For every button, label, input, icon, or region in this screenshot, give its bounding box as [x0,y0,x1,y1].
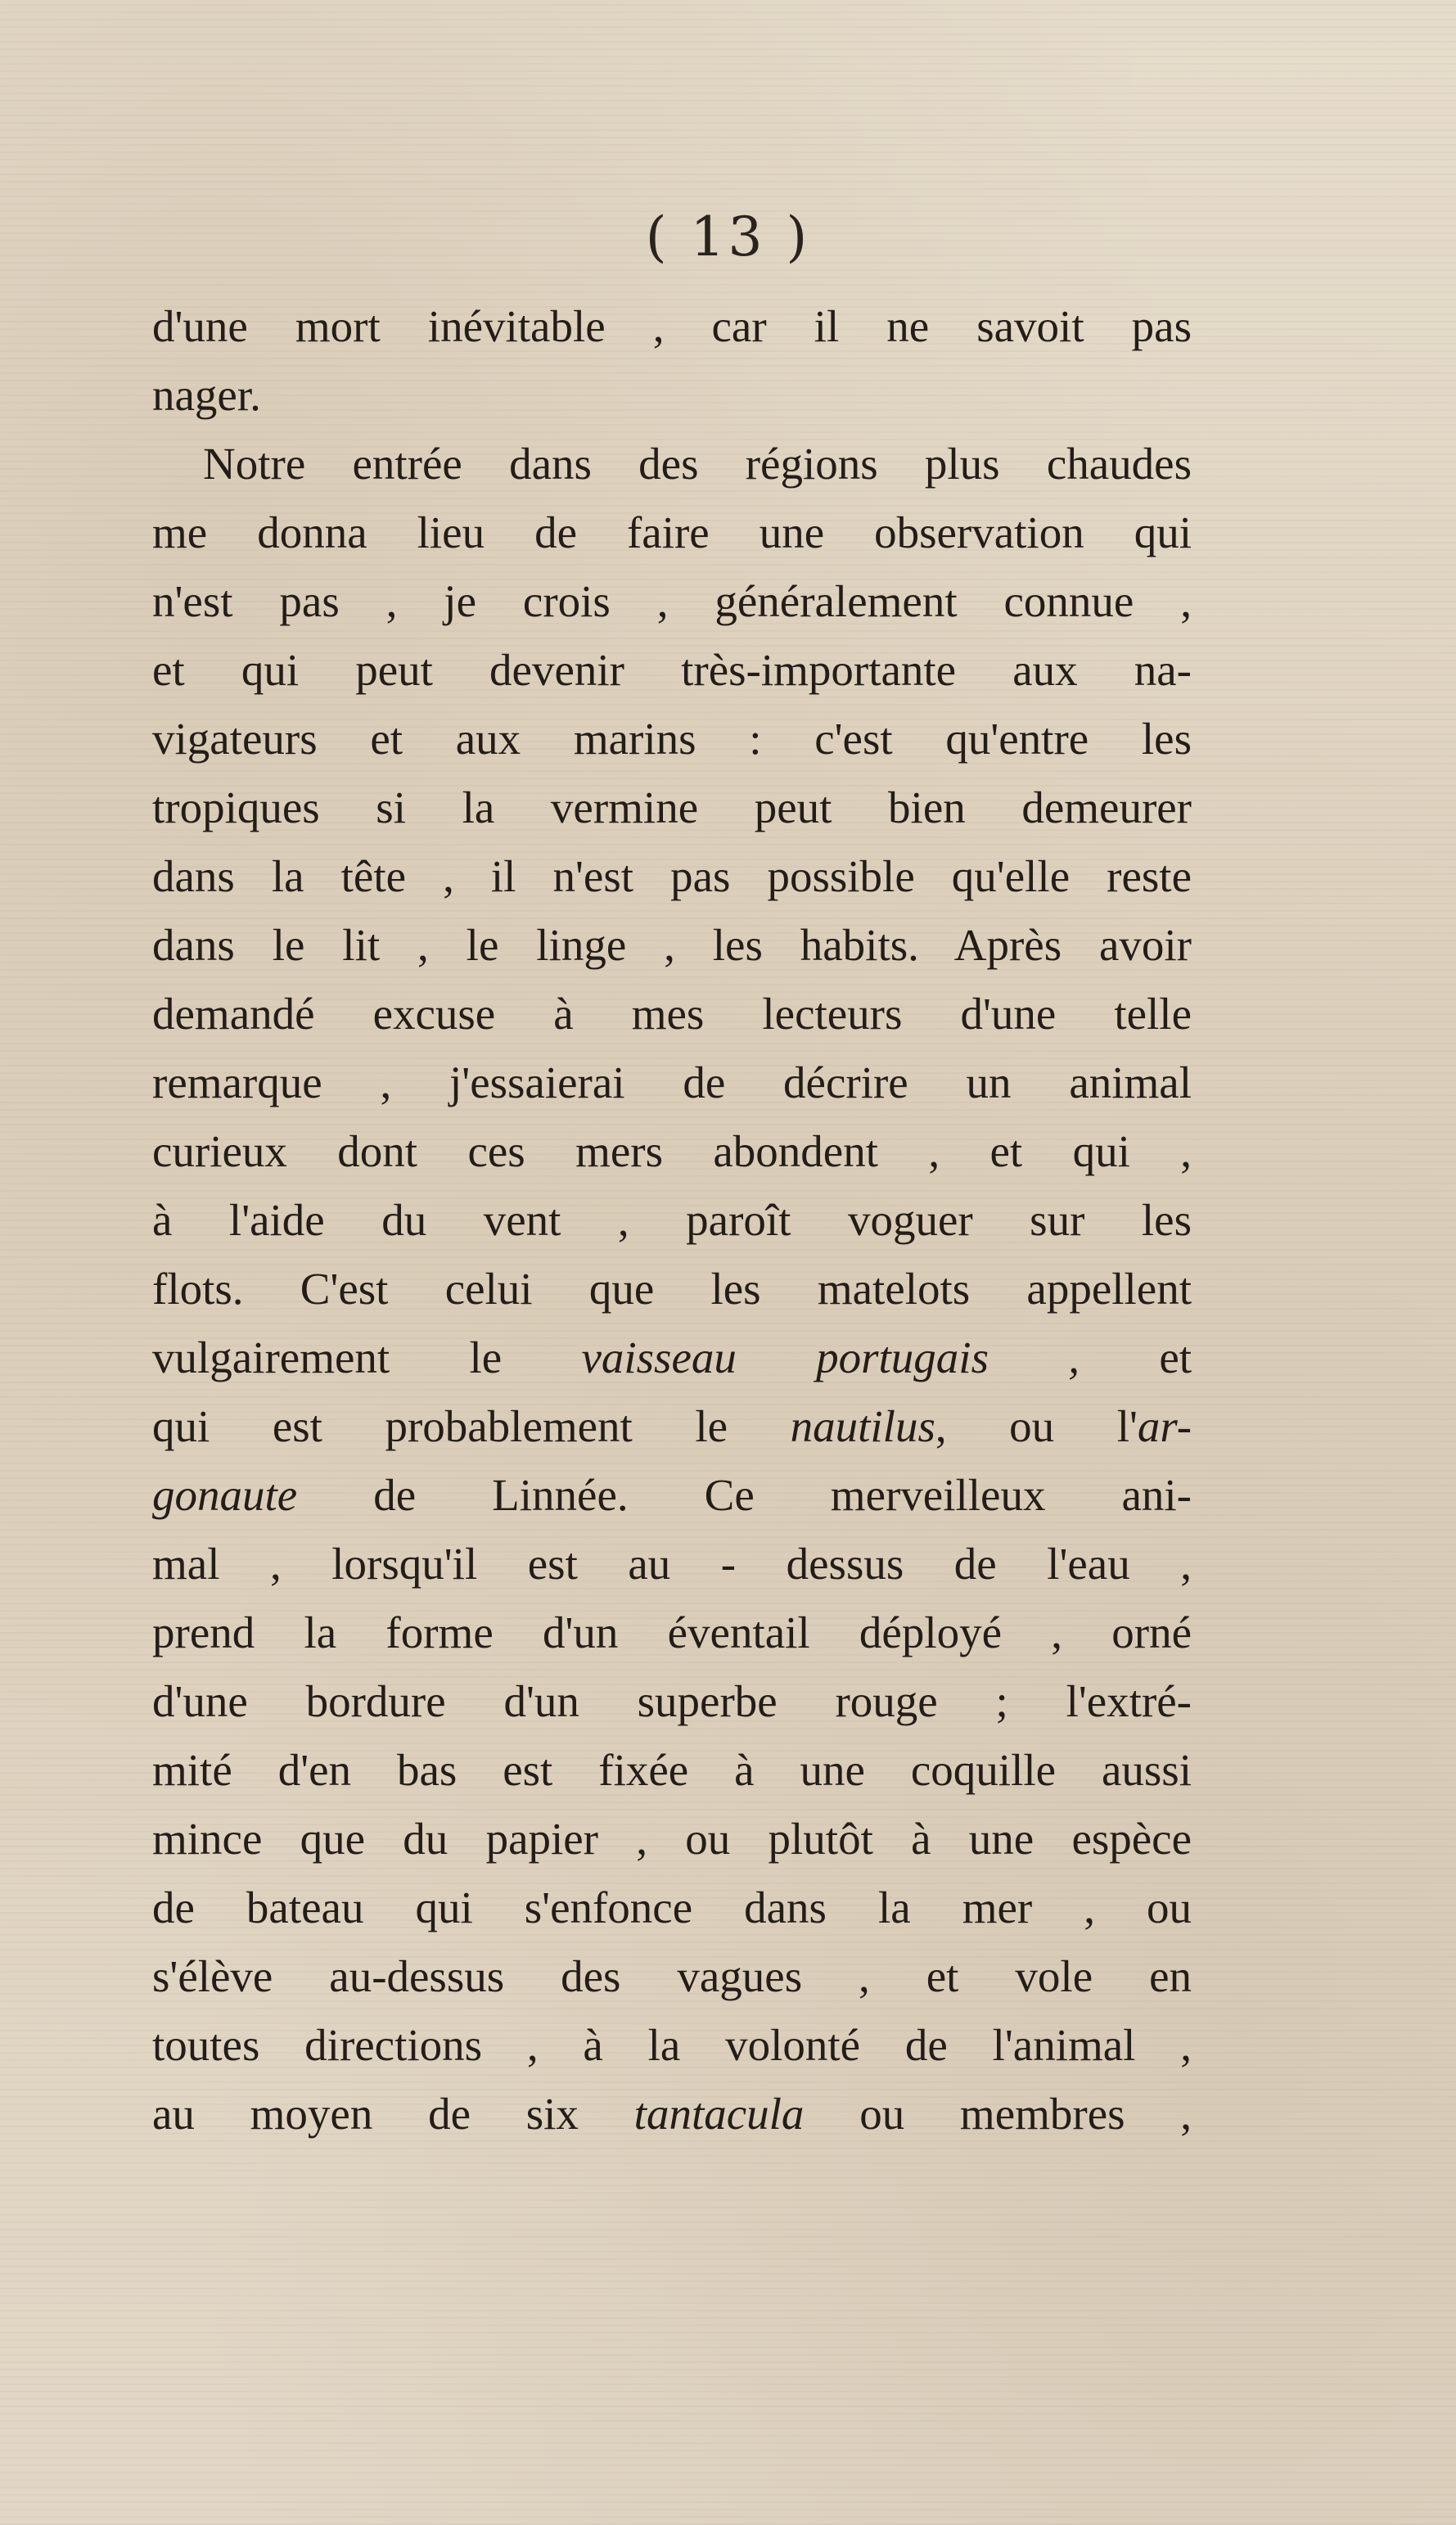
text-line-16 [152,1323,1192,1392]
italic-argonaute-end: gonaute [152,1470,298,1520]
text-line-11: demandé excuse à mes lecteurs d'une telle [152,989,1192,1039]
text-line-17 [152,1392,1192,1461]
text-line-6: et qui peut devenir très-importante aux na- [152,645,1192,695]
italic-argonaute-start: ar- [1137,1401,1192,1451]
line-27-part-c: ou membres , [859,2089,1192,2139]
text-line-27 [152,2080,1192,2149]
italic-tantacula: tantacula [633,2089,805,2139]
line-16-part-c: et [1159,1332,1192,1382]
line-18-part-b: de Linnée. Ce merveilleux ani- [373,1470,1192,1520]
text-line-24: de bateau qui s'enfonce dans la mer , ou [152,1882,1192,1932]
text-line-8: tropiques si la vermine peut bien demeurer [152,782,1192,832]
text-line-19: mal , lorsqu'il est au - dessus de l'eau , [152,1539,1192,1589]
text-line-23: mince que du papier , ou plutôt à une espèce [152,1814,1192,1864]
text-line-7: vigateurs et aux marins : c'est qu'entre les [152,714,1192,764]
line-27-part-a: au moyen de six [152,2089,579,2139]
text-line-20: prend la forme d'un éventail déployé , orné [152,1607,1192,1657]
text-line-2: nager. [152,370,261,420]
text-line-18 [152,1461,1192,1530]
text-line-26: toutes directions , à la volonté de l'animal , [152,2020,1192,2070]
text-line-13: curieux dont ces mers abondent , et qui , [152,1126,1192,1176]
text-line-4: me donna lieu de faire une observation qui [152,507,1192,557]
text-line-22: mité d'en bas est fixée à une coquille aussi [152,1745,1192,1795]
page-number: ( 13 ) [645,205,811,268]
italic-vaisseau-portugais: vaisseau portugais , [581,1332,1080,1382]
text-line-5: n'est pas , je crois , généralement connue , [152,576,1192,626]
text-line-10: dans le lit , le linge , les habits. Après avoir [152,920,1192,970]
text-line-25: s'élève au-dessus des vagues , et vole en [152,1951,1192,2001]
text-line-15: flots. C'est celui que les matelots appellent [152,1264,1192,1314]
italic-nautilus: nautilus [790,1401,935,1451]
line-17-part-a: qui est probablement le [152,1401,728,1451]
text-line-12: remarque , j'essaierai de décrire un animal [152,1057,1192,1107]
line-17-part-c: , ou l' [935,1401,1138,1451]
text-line-9: dans la tête , il n'est pas possible qu'elle reste [152,851,1192,901]
text-line-21: d'une bordure d'un superbe rouge ; l'extré- [152,1676,1192,1726]
body-text [152,292,1192,2149]
text-line-3: Notre entrée dans des régions plus chaudes [203,439,1192,489]
line-16-part-a: vulgairement le [152,1332,503,1382]
text-line-14: à l'aide du vent , paroît voguer sur les [152,1195,1192,1245]
text-line-1: d'une mort inévitable , car il ne savoit pas [152,301,1192,351]
